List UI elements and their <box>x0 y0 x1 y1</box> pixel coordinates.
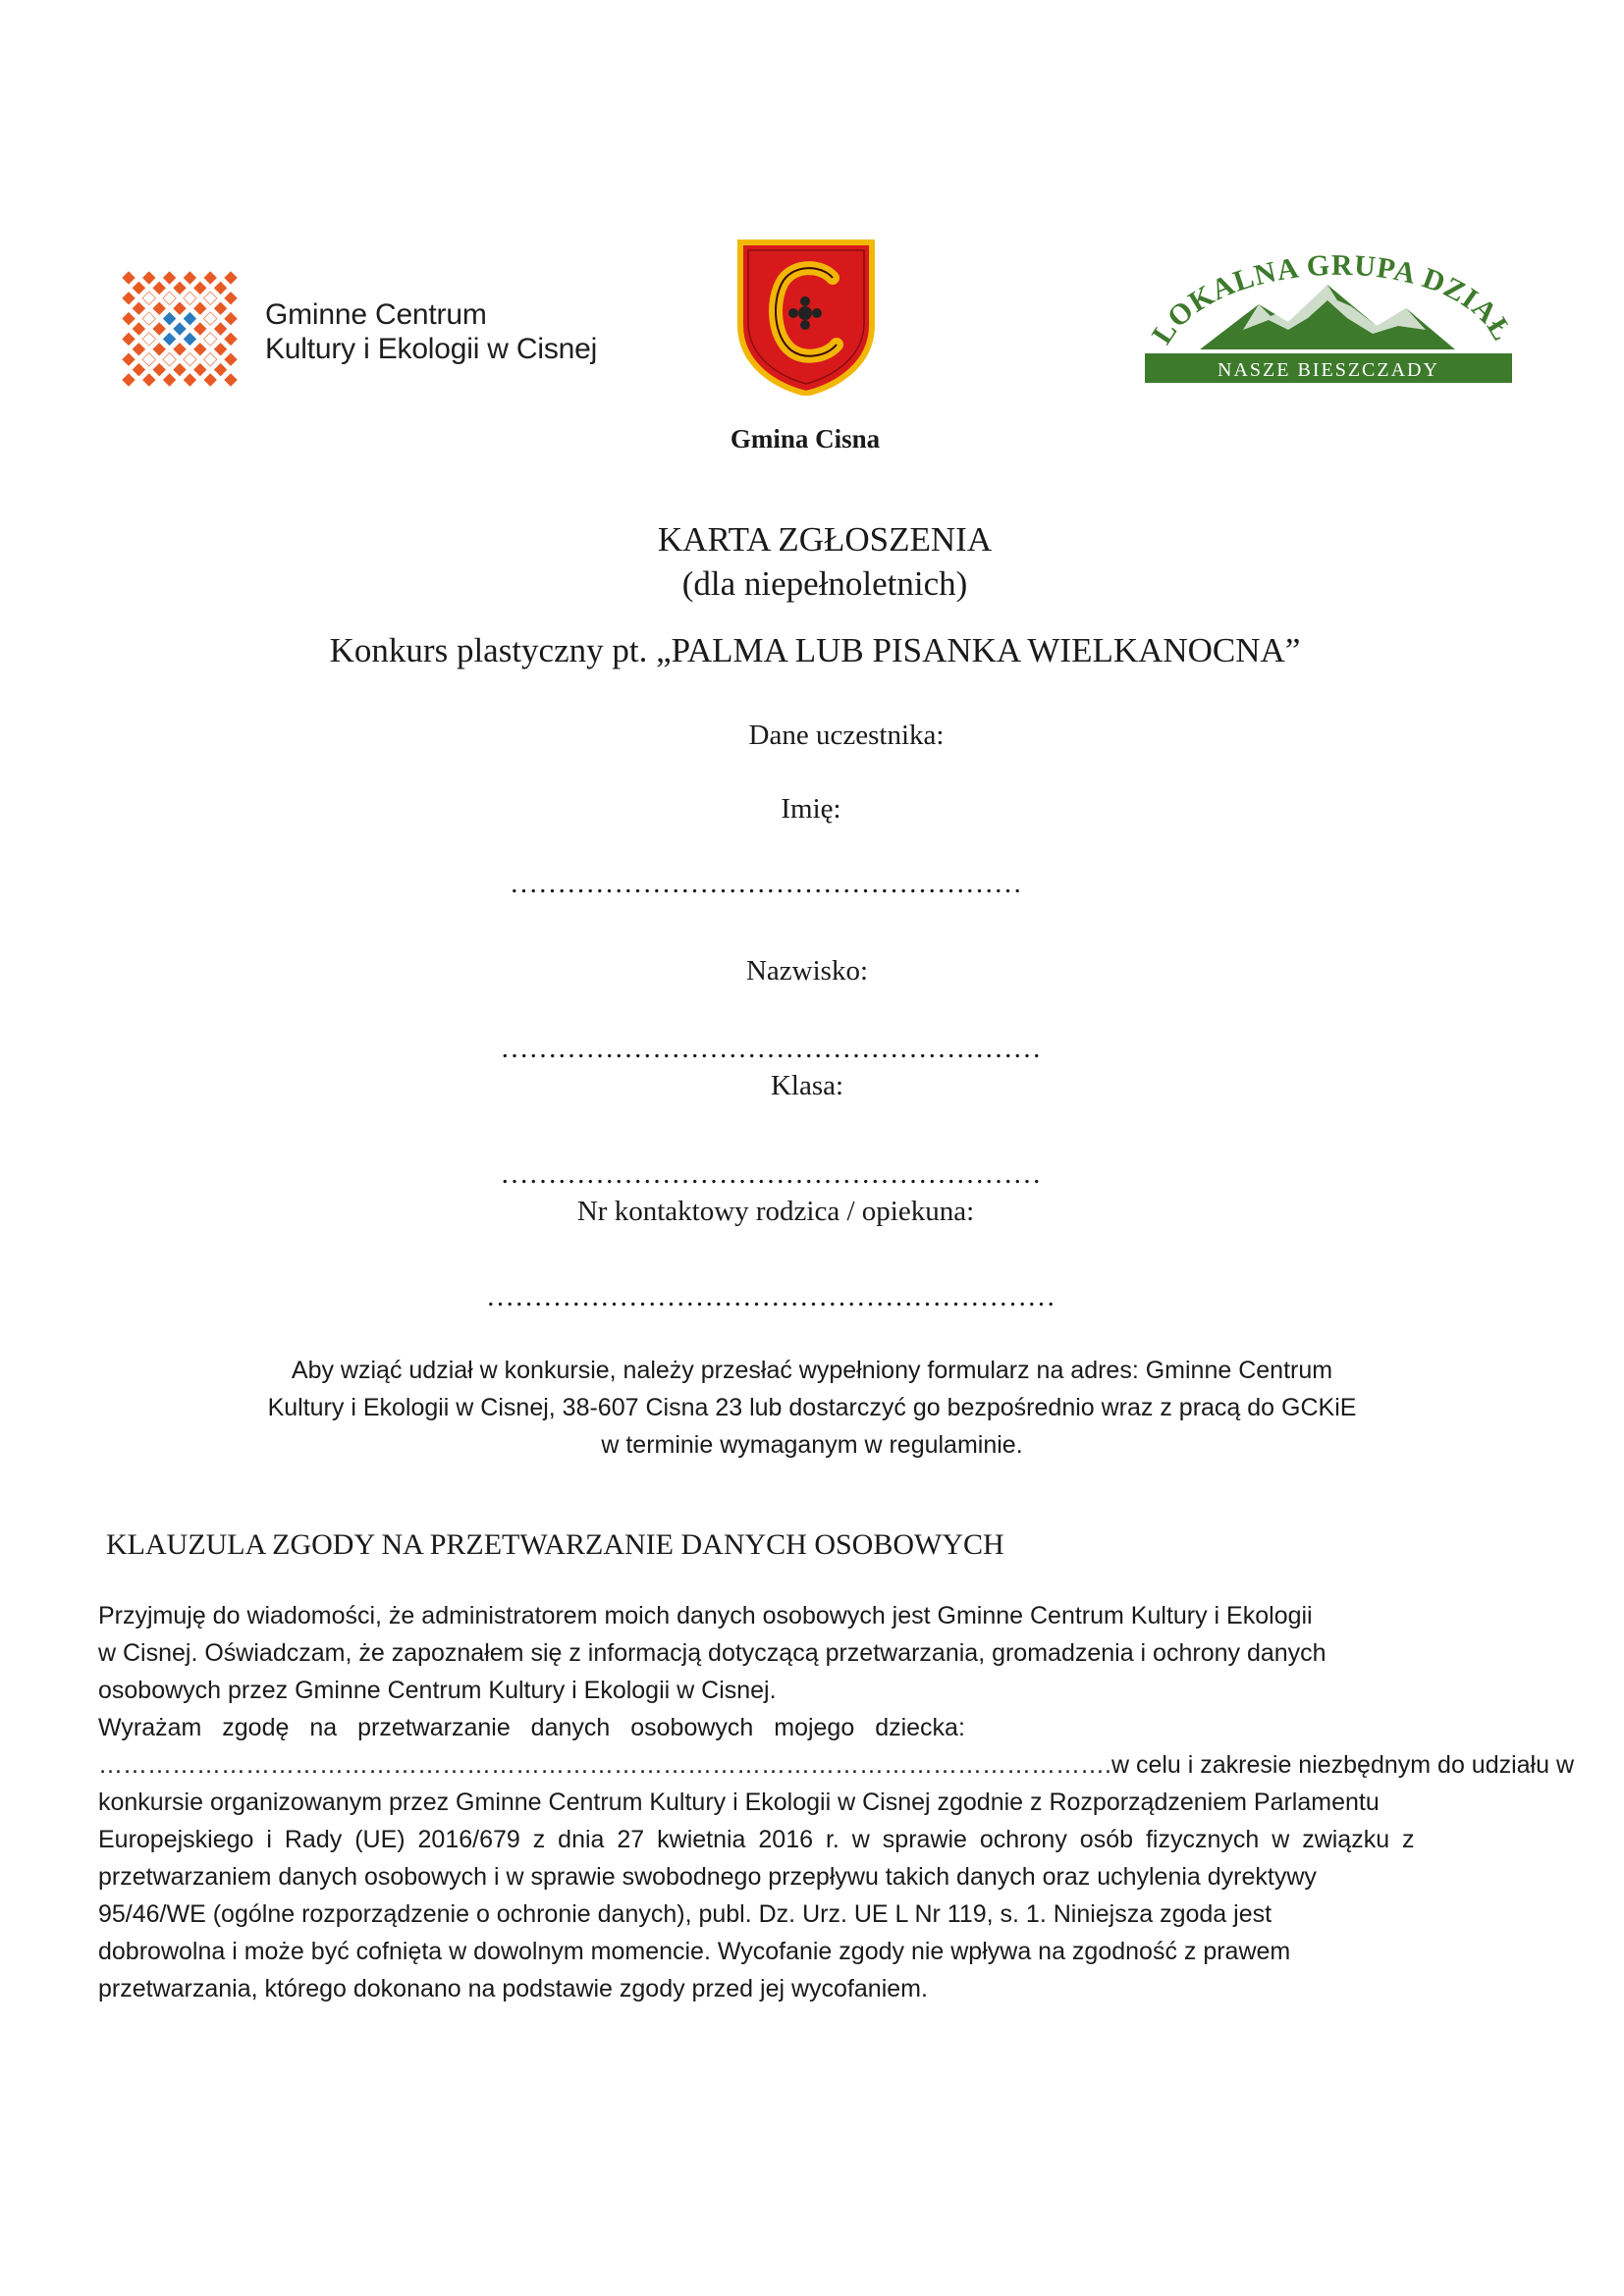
first-name-label: Imię: <box>781 793 841 825</box>
consent-line: konkursie organizowanym przez Gminne Centrum Kultury i Ekologii w Cisnej zgodnie z Rozporządzeniem Parlamentu <box>98 1789 1380 1816</box>
gck-logo-line1: Gminne Centrum <box>265 298 487 331</box>
consent-line: Przyjmuję do wiadomości, że administratorem moich danych osobowych jest Gminne Centrum Kultury i Ekologii <box>98 1602 1313 1629</box>
consent-line: przetwarzaniem danych osobowych i w sprawie swobodnego przepływu takich danych oraz uchylenia dyrektywy <box>98 1863 1317 1891</box>
gck-logo-line2: Kultury i Ekologii w Cisnej <box>265 333 598 365</box>
consent-heading: KLAUZULA ZGODY NA PRZETWARZANIE DANYCH OSOBOWYCH <box>106 1528 1004 1561</box>
form-subtitle: (dla niepełnoletnich) <box>681 564 968 603</box>
guardian-phone-label: Nr kontaktowy rodzica / opiekuna: <box>576 1196 975 1227</box>
coat-of-arms-logo <box>734 239 878 396</box>
gck-diamond-icon <box>113 239 270 425</box>
last-name-field[interactable]: ………………………………………………… <box>500 1033 1042 1064</box>
instructions-line: Kultury i Ekologii w Cisnej, 38-607 Cisna 23 lub dostarczyć go bezpośrednio wraz z pracą do GCKiE <box>267 1394 1357 1421</box>
submission-instructions <box>0 1352 1624 1464</box>
consent-line: osobowych przez Gminne Centrum Kultury i Ekologii w Cisnej. <box>98 1677 777 1704</box>
consent-line: przetwarzania, którego dokonano na podstawie zgody przed jej wycofaniem. <box>98 1975 928 2002</box>
class-field[interactable]: ………………………………………………… <box>500 1158 1042 1190</box>
participant-section-label: Dane uczestnika: <box>748 720 945 751</box>
lgd-arc-text: LOKALNA GRUPA DZIAŁ <box>1145 248 1516 350</box>
gck-logo-text <box>265 297 597 366</box>
coat-of-arms-icon <box>734 239 878 396</box>
last-name-label: Nazwisko: <box>745 955 869 987</box>
lgd-logo <box>1141 236 1516 389</box>
consent-line: 95/46/WE (ogólne rozporządzenie o ochronie danych), publ. Dz. Urz. UE L Nr 119, s. 1. Niniejsza zgoda jest <box>98 1900 1272 1928</box>
lgd-banner-text: NASZE BIESZCZADY <box>1218 359 1439 381</box>
form-title: KARTA ZGŁOSZENIA <box>657 520 993 559</box>
consent-line: Europejskiego i Rady (UE) 2016/679 z dnia 27 kwietnia 2016 r. w sprawie ochrony osób fizycznych w związku z <box>98 1826 1415 1853</box>
instructions-line: Aby wziąć udział w konkursie, należy przesłać wypełniony formularz na adres: Gminne Centrum <box>291 1357 1333 1384</box>
contest-title: Konkurs plastyczny pt. „PALMA LUB PISANKA WIELKANOCNA” <box>329 631 1301 669</box>
guardian-phone-field[interactable]: …………………………………………………… <box>486 1281 1056 1312</box>
consent-line: Wyrażam zgodę na przetwarzanie danych osobowych mojego dziecka: <box>98 1714 965 1741</box>
instructions-line: w terminie wymaganym w regulaminie. <box>601 1431 1023 1459</box>
consent-line: dobrowolna i może być cofnięta w dowolnym momencie. Wycofanie zgody nie wpływa na zgodność z prawem <box>98 1938 1291 1965</box>
class-label: Klasa: <box>770 1070 844 1101</box>
consent-child-name-field[interactable]: …………………………………………………………………………………………………………….w celu i zakresie niezbędnym do udziału w <box>98 1751 1575 1779</box>
consent-line: w Cisnej. Oświadczam, że zapoznałem się z informacją dotyczącą przetwarzania, gromadzenia i ochrony danych <box>98 1639 1326 1667</box>
consent-text <box>98 1597 1575 2007</box>
first-name-field[interactable]: ……………………………………………… <box>510 868 1022 899</box>
municipality-name: Gmina Cisna <box>730 424 881 454</box>
mountains-icon <box>1141 236 1516 389</box>
